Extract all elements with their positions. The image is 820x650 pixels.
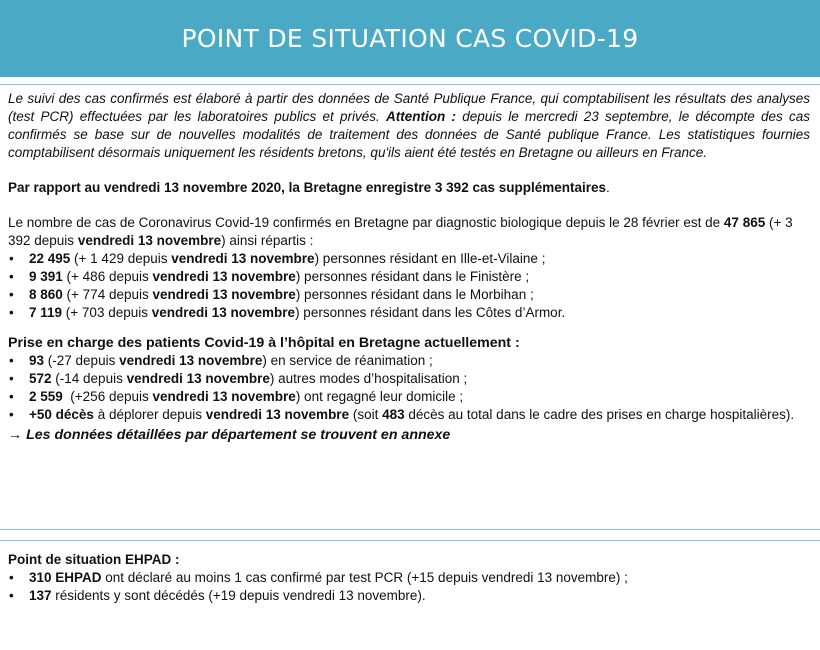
department-delta: (+ 703 depuis: [62, 305, 152, 320]
hospital-delta: (+256 depuis: [62, 389, 153, 404]
department-count: 9 391: [29, 269, 63, 284]
list-item: [8, 286, 810, 304]
deaths-mid: à déplorer depuis: [93, 407, 206, 422]
hospital-delta: (-27 depuis: [44, 353, 120, 368]
deaths-date: vendredi 13 novembre: [205, 407, 350, 422]
deaths-label: décès au total dans le cadre des prises en charge hospitalières).: [404, 407, 795, 422]
list-item: [8, 587, 810, 605]
intro-text-before: Le suivi des cas confirmés est élaboré à partir des données de Santé Publique France, qui comptabilisent les résultats des analyses (test PCR) effectuées par les laboratoires publics et privés.: [8, 91, 810, 124]
list-item: [8, 406, 810, 424]
department-delta: (+ 1 429 depuis: [70, 251, 172, 266]
department-date: vendredi 13 novembre: [152, 287, 296, 302]
hospital-date: vendredi 13 novembre: [126, 371, 270, 386]
department-list: [8, 250, 810, 322]
hospital-title: Prise en charge des patients Covid-19 à l’hôpital en Bretagne actuellement :: [8, 335, 520, 351]
intro-paragraph: [8, 90, 810, 162]
deaths-value: +50 décès: [29, 407, 94, 422]
hospital-date: vendredi 13 novembre: [119, 353, 263, 368]
hospital-label: ) ont regagné leur domicile ;: [295, 389, 464, 404]
cases-intro-b: (+ 3 392 depuis: [8, 215, 793, 248]
list-item: [8, 304, 810, 322]
cases-intro-c: ) ainsi répartis :: [221, 233, 314, 248]
department-label: ) personnes résidant dans les Côtes d’Armor.: [295, 305, 566, 320]
annex-note: → Les données détaillées par département se trouvent en annexe: [8, 427, 451, 443]
department-delta: (+ 486 depuis: [62, 269, 153, 284]
cases-since-date: vendredi 13 novembre: [77, 233, 222, 248]
ehpad-section: [0, 540, 820, 650]
ehpad-title: Point de situation EHPAD :: [8, 552, 180, 567]
list-item: [8, 352, 810, 370]
intro-text-after: depuis le mercredi 23 septembre, le décompte des cas confirmés se base sur de nouvelles modalités de traitement des données de Santé publique France. Les statistiques fournies comptabilisent désormais uniquement les résidents bretons, qu'ils aient été testés en Bretagne ou ailleurs en France.: [8, 109, 810, 160]
hospital-label: ) en service de réanimation ;: [262, 353, 433, 368]
ehpad-value: 310 EHPAD: [29, 570, 102, 585]
department-label: ) personnes résidant dans le Morbihan ;: [295, 287, 534, 302]
ehpad-label: ont déclaré au moins 1 cas confirmé par test PCR (+15 depuis vendredi 13 novembre) ;: [101, 570, 628, 585]
ehpad-value: 137: [29, 588, 52, 603]
ehpad-label: résidents y sont décédés (+19 depuis vendredi 13 novembre).: [51, 588, 426, 603]
attention-label: Attention :: [386, 109, 456, 124]
department-count: 22 495: [29, 251, 71, 266]
hospital-value: 572: [29, 371, 52, 386]
cases-intro-a: Le nombre de cas de Coronavirus Covid-19 confirmés en Bretagne par diagnostic biologique depuis le 28 février est de: [8, 215, 724, 230]
header-banner: [0, 0, 820, 77]
hospital-value: 2 559: [29, 389, 63, 404]
department-count: 7 119: [29, 305, 63, 320]
department-label: ) personnes résidant dans le Finistère ;: [295, 269, 530, 284]
hospital-value: 93: [29, 353, 45, 368]
ehpad-list: [8, 569, 810, 605]
deaths-total: 483: [382, 407, 405, 422]
list-item: [8, 370, 810, 388]
hospital-date: vendredi 13 novembre: [152, 389, 296, 404]
department-date: vendredi 13 novembre: [152, 269, 296, 284]
cases-intro: [8, 214, 810, 250]
list-item: [8, 569, 810, 587]
department-date: vendredi 13 novembre: [151, 305, 296, 320]
cases-total: 47 865: [723, 215, 766, 230]
hospital-delta: (-14 depuis: [51, 371, 127, 386]
list-item: [8, 268, 810, 286]
cases-section: [0, 84, 820, 530]
list-item: [8, 250, 810, 268]
department-delta: (+ 774 depuis: [62, 287, 153, 302]
deaths-mid2: (soit: [349, 407, 383, 422]
department-label: ) personnes résidant en Ille-et-Vilaine ;: [314, 251, 546, 266]
headline-text: Par rapport au vendredi 13 novembre 2020, la Bretagne enregistre 3 392 cas supplémentaires: [8, 180, 607, 195]
list-item: [8, 388, 810, 406]
department-date: vendredi 13 novembre: [171, 251, 315, 266]
headline: [8, 179, 810, 197]
department-count: 8 860: [29, 287, 63, 302]
hospital-label: ) autres modes d’hospitalisation ;: [269, 371, 468, 386]
hospital-list: [8, 352, 810, 424]
page-title: POINT DE SITUATION CAS COVID-19: [181, 24, 639, 53]
headline-end: .: [606, 180, 610, 195]
